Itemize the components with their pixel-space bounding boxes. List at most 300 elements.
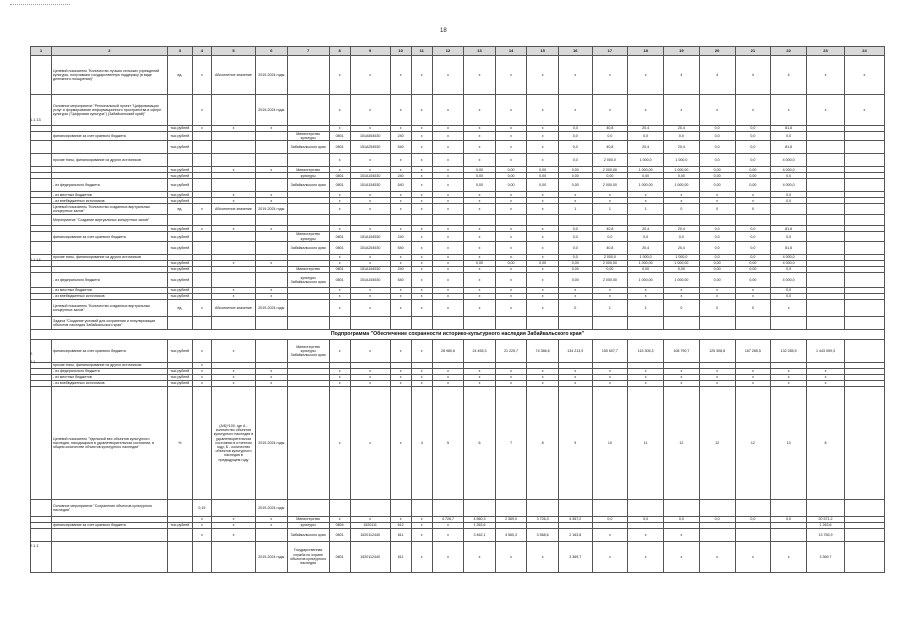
- table-cell: х: [664, 380, 700, 386]
- table-cell: 0,00: [464, 167, 496, 173]
- table-cell: х: [390, 226, 411, 232]
- table-cell: х: [558, 192, 592, 198]
- table-cell: х: [329, 126, 350, 132]
- table-cell: х: [699, 192, 735, 198]
- table-cell: [844, 232, 884, 241]
- table-cell: [329, 316, 350, 329]
- table-cell: [256, 154, 288, 167]
- table-row: [31, 272, 885, 287]
- table-row: [31, 215, 885, 226]
- table-cell: 2 000,00: [592, 167, 628, 173]
- table-cell: 11: [628, 386, 664, 499]
- table-cell: [807, 499, 845, 516]
- column-number: 6: [256, 47, 288, 56]
- table-cell: х: [464, 380, 496, 386]
- table-cell: х: [592, 287, 628, 293]
- table-cell: [664, 499, 700, 516]
- table-cell: 0,00: [735, 266, 771, 272]
- table-cell: [432, 316, 464, 329]
- table-cell: [192, 232, 211, 241]
- table-cell: [464, 499, 496, 516]
- table-cell: х: [807, 380, 845, 386]
- table-cell: [495, 215, 527, 226]
- table-cell: х: [211, 374, 255, 380]
- table-cell: тыс.рублей: [167, 272, 192, 287]
- table-cell: [31, 528, 52, 541]
- table-cell: х: [329, 95, 350, 126]
- table-cell: х: [628, 192, 664, 198]
- table-cell: х: [390, 386, 411, 499]
- table-cell: 0,00: [735, 272, 771, 287]
- table-cell: [844, 132, 884, 141]
- table-cell: [287, 386, 329, 499]
- table-cell: 81,6: [771, 241, 807, 254]
- table-cell: 20 571,2: [807, 516, 845, 522]
- table-cell: тыс.рублей: [167, 132, 192, 141]
- column-number: 16: [558, 47, 592, 56]
- table-cell: х: [432, 173, 464, 179]
- table-cell: [167, 316, 192, 329]
- table-cell: 0,0: [558, 132, 592, 141]
- table-cell: 0,0: [558, 126, 592, 132]
- table-cell: [287, 316, 329, 329]
- table-cell: х: [350, 192, 390, 198]
- table-cell: [771, 499, 807, 516]
- table-cell: 0,00: [527, 179, 559, 192]
- table-cell: 1: [628, 204, 664, 215]
- row-code: 2.: [30, 352, 34, 356]
- table-cell: [771, 215, 807, 226]
- table-cell: 74 386,6: [527, 339, 559, 362]
- table-cell: х: [771, 380, 807, 386]
- table-cell: х: [256, 293, 288, 299]
- table-cell: [256, 272, 288, 287]
- table-cell: [211, 499, 255, 516]
- table-cell: 151А254530: [350, 241, 390, 254]
- table-row: [31, 299, 885, 316]
- table-cell: 125 308,8: [699, 339, 735, 362]
- table-cell: 0,0: [735, 254, 771, 260]
- table-cell: х: [329, 154, 350, 167]
- table-cell: х: [432, 293, 464, 299]
- column-number: 8: [329, 47, 350, 56]
- table-cell: [31, 272, 52, 287]
- table-cell: х: [592, 368, 628, 374]
- table-cell: [844, 272, 884, 287]
- table-cell: х: [771, 299, 807, 316]
- table-row: [31, 154, 885, 167]
- table-cell: х: [664, 95, 700, 126]
- table-cell: 2 000,0: [592, 154, 628, 167]
- table-cell: х: [329, 254, 350, 260]
- table-cell: х: [411, 368, 432, 374]
- table-cell: х: [390, 254, 411, 260]
- table-cell: 0,00: [527, 173, 559, 179]
- table-cell: х: [495, 192, 527, 198]
- table-cell: 151А554530: [350, 132, 390, 141]
- table-cell: 1: [592, 204, 628, 215]
- table-cell: 0,0: [735, 232, 771, 241]
- table-cell: 540: [390, 179, 411, 192]
- table-cell: х: [411, 232, 432, 241]
- table-cell: 0,0: [771, 287, 807, 293]
- table-row: [31, 95, 885, 126]
- subprogram-row: [31, 329, 885, 339]
- table-cell: тыс.рублей: [167, 179, 192, 192]
- table-cell: 0,00: [495, 260, 527, 266]
- table-cell: 150 607,7: [592, 339, 628, 362]
- table-cell: х: [735, 374, 771, 380]
- table-cell: х: [527, 541, 559, 572]
- table-cell: 1 000,00: [664, 272, 700, 287]
- table-cell: 13 755,9: [807, 528, 845, 541]
- table-cell: х: [256, 192, 288, 198]
- table-cell: [844, 241, 884, 254]
- table-cell: 0,00: [699, 260, 735, 266]
- header-rule: [10, 4, 70, 5]
- table-cell: [287, 499, 329, 516]
- table-cell: х: [495, 272, 527, 287]
- table-cell: [735, 316, 771, 329]
- table-cell: х: [664, 528, 700, 541]
- table-cell: х: [432, 374, 464, 380]
- table-cell: 21 225,7: [495, 339, 527, 362]
- table-cell: х: [411, 380, 432, 386]
- table-cell: х: [527, 126, 559, 132]
- table-cell: х: [464, 254, 496, 260]
- table-cell: х: [432, 272, 464, 287]
- table-cell: х: [527, 287, 559, 293]
- table-row: [31, 316, 885, 329]
- table-cell: [411, 316, 432, 329]
- table-cell: [495, 316, 527, 329]
- table-cell: х: [495, 380, 527, 386]
- table-cell: 0,0: [699, 226, 735, 232]
- table-cell: х: [464, 154, 496, 167]
- table-cell: х: [495, 266, 527, 272]
- table-cell: х: [432, 299, 464, 316]
- table-cell: [192, 132, 211, 141]
- table-cell: х: [527, 266, 559, 272]
- table-cell: [807, 215, 845, 226]
- table-cell: [527, 316, 559, 329]
- table-cell: 0,0: [735, 241, 771, 254]
- table-cell: [31, 299, 52, 316]
- table-cell: [31, 132, 52, 141]
- table-row: [31, 499, 885, 516]
- table-cell: [592, 499, 628, 516]
- table-cell: х: [256, 287, 288, 293]
- table-cell: финансирование за счет краевого бюджета: [52, 339, 168, 362]
- table-cell: 0,0: [664, 132, 700, 141]
- table-cell: х: [390, 260, 411, 266]
- table-cell: х: [592, 95, 628, 126]
- table-cell: 0,00: [495, 179, 527, 192]
- column-number: 10: [390, 47, 411, 56]
- table-cell: 6: [464, 386, 496, 499]
- table-cell: [807, 241, 845, 254]
- table-cell: 2 000,00: [592, 272, 628, 287]
- table-cell: х: [527, 56, 559, 95]
- table-cell: х: [411, 254, 432, 260]
- table-cell: 0,0: [558, 141, 592, 154]
- table-cell: х: [192, 368, 211, 374]
- table-cell: 0: [699, 204, 735, 215]
- table-cell: х: [699, 287, 735, 293]
- table-cell: х: [411, 132, 432, 141]
- table-cell: %: [167, 386, 192, 499]
- table-cell: 20,4: [664, 241, 700, 254]
- table-cell: 0,00: [628, 266, 664, 272]
- table-cell: Целевой показатель "Количество созданных виртуальных концертных залов": [52, 299, 168, 316]
- table-cell: х: [350, 204, 390, 215]
- table-cell: 540: [390, 241, 411, 254]
- table-cell: х: [390, 368, 411, 374]
- table-cell: х: [527, 95, 559, 126]
- table-cell: [807, 154, 845, 167]
- table-cell: культуры: [287, 173, 329, 179]
- table-cell: х: [432, 266, 464, 272]
- table-cell: х: [699, 95, 735, 126]
- table-cell: [350, 499, 390, 516]
- table-cell: 1 263,6: [807, 522, 845, 528]
- table-cell: 0801: [329, 272, 350, 287]
- table-row: [31, 528, 885, 541]
- table-cell: 0801: [329, 173, 350, 179]
- table-cell: [287, 95, 329, 126]
- table-cell: 1 000,00: [664, 179, 700, 192]
- row-code: 2.1.1: [30, 544, 39, 548]
- table-cell: тыс.рублей: [167, 380, 192, 386]
- table-cell: [464, 316, 496, 329]
- table-cell: х: [527, 154, 559, 167]
- table-cell: х: [211, 126, 255, 132]
- table-cell: 0,0: [664, 516, 700, 522]
- column-number: 3: [167, 47, 192, 56]
- table-cell: [31, 215, 52, 226]
- table-cell: х: [495, 141, 527, 154]
- table-cell: Основное мероприятие "Сохранение объектов культурного наследия": [52, 499, 168, 516]
- table-cell: х: [735, 541, 771, 572]
- table-cell: 0,0: [699, 254, 735, 260]
- table-cell: тыс.рублей: [167, 173, 192, 179]
- table-cell: 3 568,6: [527, 528, 559, 541]
- table-cell: [287, 154, 329, 167]
- table-cell: [807, 316, 845, 329]
- table-cell: [628, 316, 664, 329]
- table-cell: финансирование за счет краевого бюджета: [52, 232, 168, 241]
- table-cell: [211, 272, 255, 287]
- table-cell: [495, 499, 527, 516]
- row-code: 1.1.14: [30, 258, 41, 262]
- table-cell: 0801: [329, 266, 350, 272]
- table-cell: 611: [390, 541, 411, 572]
- table-cell: 20,4: [628, 141, 664, 154]
- table-cell: [464, 215, 496, 226]
- table-cell: х: [350, 260, 390, 266]
- table-cell: х: [771, 374, 807, 380]
- table-cell: тыс.рублей: [167, 192, 192, 198]
- table-cell: [844, 528, 884, 541]
- table-cell: Целевой показатель "Количество созданных виртуальных концертных залов": [52, 204, 168, 215]
- table-cell: 0801: [329, 141, 350, 154]
- column-number: 1: [31, 47, 52, 56]
- table-cell: х: [464, 232, 496, 241]
- table-cell: х: [432, 287, 464, 293]
- table-cell: [256, 179, 288, 192]
- table-cell: [52, 241, 168, 254]
- table-cell: Забайкальского края: [287, 528, 329, 541]
- table-cell: х: [329, 204, 350, 215]
- table-cell: 0,0: [735, 126, 771, 132]
- table-cell: [771, 528, 807, 541]
- table-cell: Министерство культуры: [287, 132, 329, 141]
- table-cell: х: [432, 541, 464, 572]
- table-cell: 0801: [329, 528, 350, 541]
- table-cell: [256, 528, 288, 541]
- table-cell: [256, 132, 288, 141]
- table-cell: х: [527, 192, 559, 198]
- table-cell: х: [211, 167, 255, 173]
- table-cell: 0,19: [192, 499, 211, 516]
- table-cell: х: [350, 293, 390, 299]
- table-cell: 0,0: [771, 293, 807, 299]
- table-cell: х: [256, 522, 288, 528]
- table-cell: 0,0: [735, 226, 771, 232]
- table-cell: х: [558, 287, 592, 293]
- table-cell: х: [411, 541, 432, 572]
- table-cell: х: [464, 95, 496, 126]
- table-cell: [31, 154, 52, 167]
- table-cell: Забайкальского края: [287, 141, 329, 154]
- table-cell: х: [527, 132, 559, 141]
- table-cell: 2019-2024 годы: [256, 56, 288, 95]
- table-cell: х: [390, 198, 411, 204]
- table-cell: 0: [735, 204, 771, 215]
- table-cell: тыс.рублей: [167, 126, 192, 132]
- table-cell: х: [628, 541, 664, 572]
- table-cell: х: [411, 204, 432, 215]
- table-cell: 20,4: [664, 141, 700, 154]
- table-cell: х: [350, 516, 390, 522]
- table-cell: х: [735, 192, 771, 198]
- table-cell: 540: [390, 272, 411, 287]
- table-cell: [211, 316, 255, 329]
- table-cell: 2 000,00: [592, 179, 628, 192]
- table-cell: х: [411, 241, 432, 254]
- table-cell: 0,00: [664, 173, 700, 179]
- table-cell: Министерство: [287, 167, 329, 173]
- table-cell: х: [699, 374, 735, 380]
- table-cell: х: [735, 293, 771, 299]
- table-cell: [256, 232, 288, 241]
- table-cell: 0: [558, 299, 592, 316]
- table-row: [31, 204, 885, 215]
- table-cell: [771, 204, 807, 215]
- table-cell: [31, 141, 52, 154]
- table-cell: 0,0: [699, 132, 735, 141]
- table-cell: х: [592, 374, 628, 380]
- table-cell: [31, 56, 52, 95]
- table-cell: 5: [432, 386, 464, 499]
- table-cell: Мероприятие "Создание виртуальных концертных залов": [52, 215, 168, 226]
- table-cell: Основное мероприятие "Региональный проект "Цифровизация услуг и формирование информационного пространства в сфере культуры ("Цифровая культура") (Забайкальский край)": [52, 95, 168, 126]
- table-cell: х: [411, 154, 432, 167]
- table-cell: 0: [735, 299, 771, 316]
- table-cell: х: [350, 380, 390, 386]
- table-cell: х: [192, 204, 211, 215]
- table-cell: х: [527, 141, 559, 154]
- table-cell: [699, 215, 735, 226]
- table-cell: х: [664, 287, 700, 293]
- table-cell: Министерство: [287, 266, 329, 272]
- table-cell: х: [411, 173, 432, 179]
- table-cell: х: [192, 522, 211, 528]
- table-cell: [558, 215, 592, 226]
- table-cell: 0,00: [735, 167, 771, 173]
- table-cell: 0,0: [558, 241, 592, 254]
- table-cell: 28 980,6: [432, 339, 464, 362]
- table-cell: х: [464, 368, 496, 374]
- table-cell: 0,0: [771, 266, 807, 272]
- table-cell: х: [256, 374, 288, 380]
- table-cell: 0,0: [771, 198, 807, 204]
- table-cell: х: [558, 95, 592, 126]
- table-cell: [844, 154, 884, 167]
- table-cell: х: [771, 368, 807, 374]
- table-cell: 1520111: [350, 522, 390, 528]
- table-cell: х: [432, 380, 464, 386]
- table-row: [31, 232, 885, 241]
- table-cell: 0: [664, 204, 700, 215]
- table-cell: 0,0: [735, 132, 771, 141]
- table-cell: [432, 499, 464, 516]
- table-cell: х: [256, 260, 288, 266]
- table-cell: х: [807, 368, 845, 374]
- table-cell: [211, 179, 255, 192]
- table-cell: х: [495, 541, 527, 572]
- table-cell: х: [495, 56, 527, 95]
- table-cell: х: [592, 541, 628, 572]
- table-cell: х: [329, 374, 350, 380]
- table-cell: [211, 541, 255, 572]
- table-cell: [844, 541, 884, 572]
- table-cell: х: [527, 380, 559, 386]
- table-cell: х: [771, 95, 807, 126]
- table-cell: 0801: [329, 241, 350, 254]
- table-cell: 1 000,00: [664, 260, 700, 266]
- table-cell: х: [628, 95, 664, 126]
- table-cell: - из внебюджетных источников: [52, 293, 168, 299]
- table-cell: - из местных бюджетов: [52, 287, 168, 293]
- table-cell: 0,0: [699, 241, 735, 254]
- table-cell: х: [211, 287, 255, 293]
- table-row: [31, 241, 885, 254]
- table-cell: - из местных бюджетов: [52, 374, 168, 380]
- table-cell: [31, 499, 52, 516]
- table-cell: Целевой показатель "Удельный вес объектов культурного наследия, находящихся в удовлетворительном состоянии, в общем количестве объектов культурного наследия": [52, 386, 168, 499]
- table-cell: финансирование за счет краевого бюджета: [52, 132, 168, 141]
- table-cell: 540: [390, 141, 411, 154]
- table-cell: 20,4: [628, 126, 664, 132]
- table-cell: 0,0: [771, 173, 807, 179]
- table-cell: 0,0: [628, 232, 664, 241]
- table-cell: х: [192, 95, 211, 126]
- table-cell: х: [527, 254, 559, 260]
- table-row: [31, 132, 885, 141]
- table-cell: 0,00: [735, 173, 771, 179]
- table-cell: 1 000,0: [628, 154, 664, 167]
